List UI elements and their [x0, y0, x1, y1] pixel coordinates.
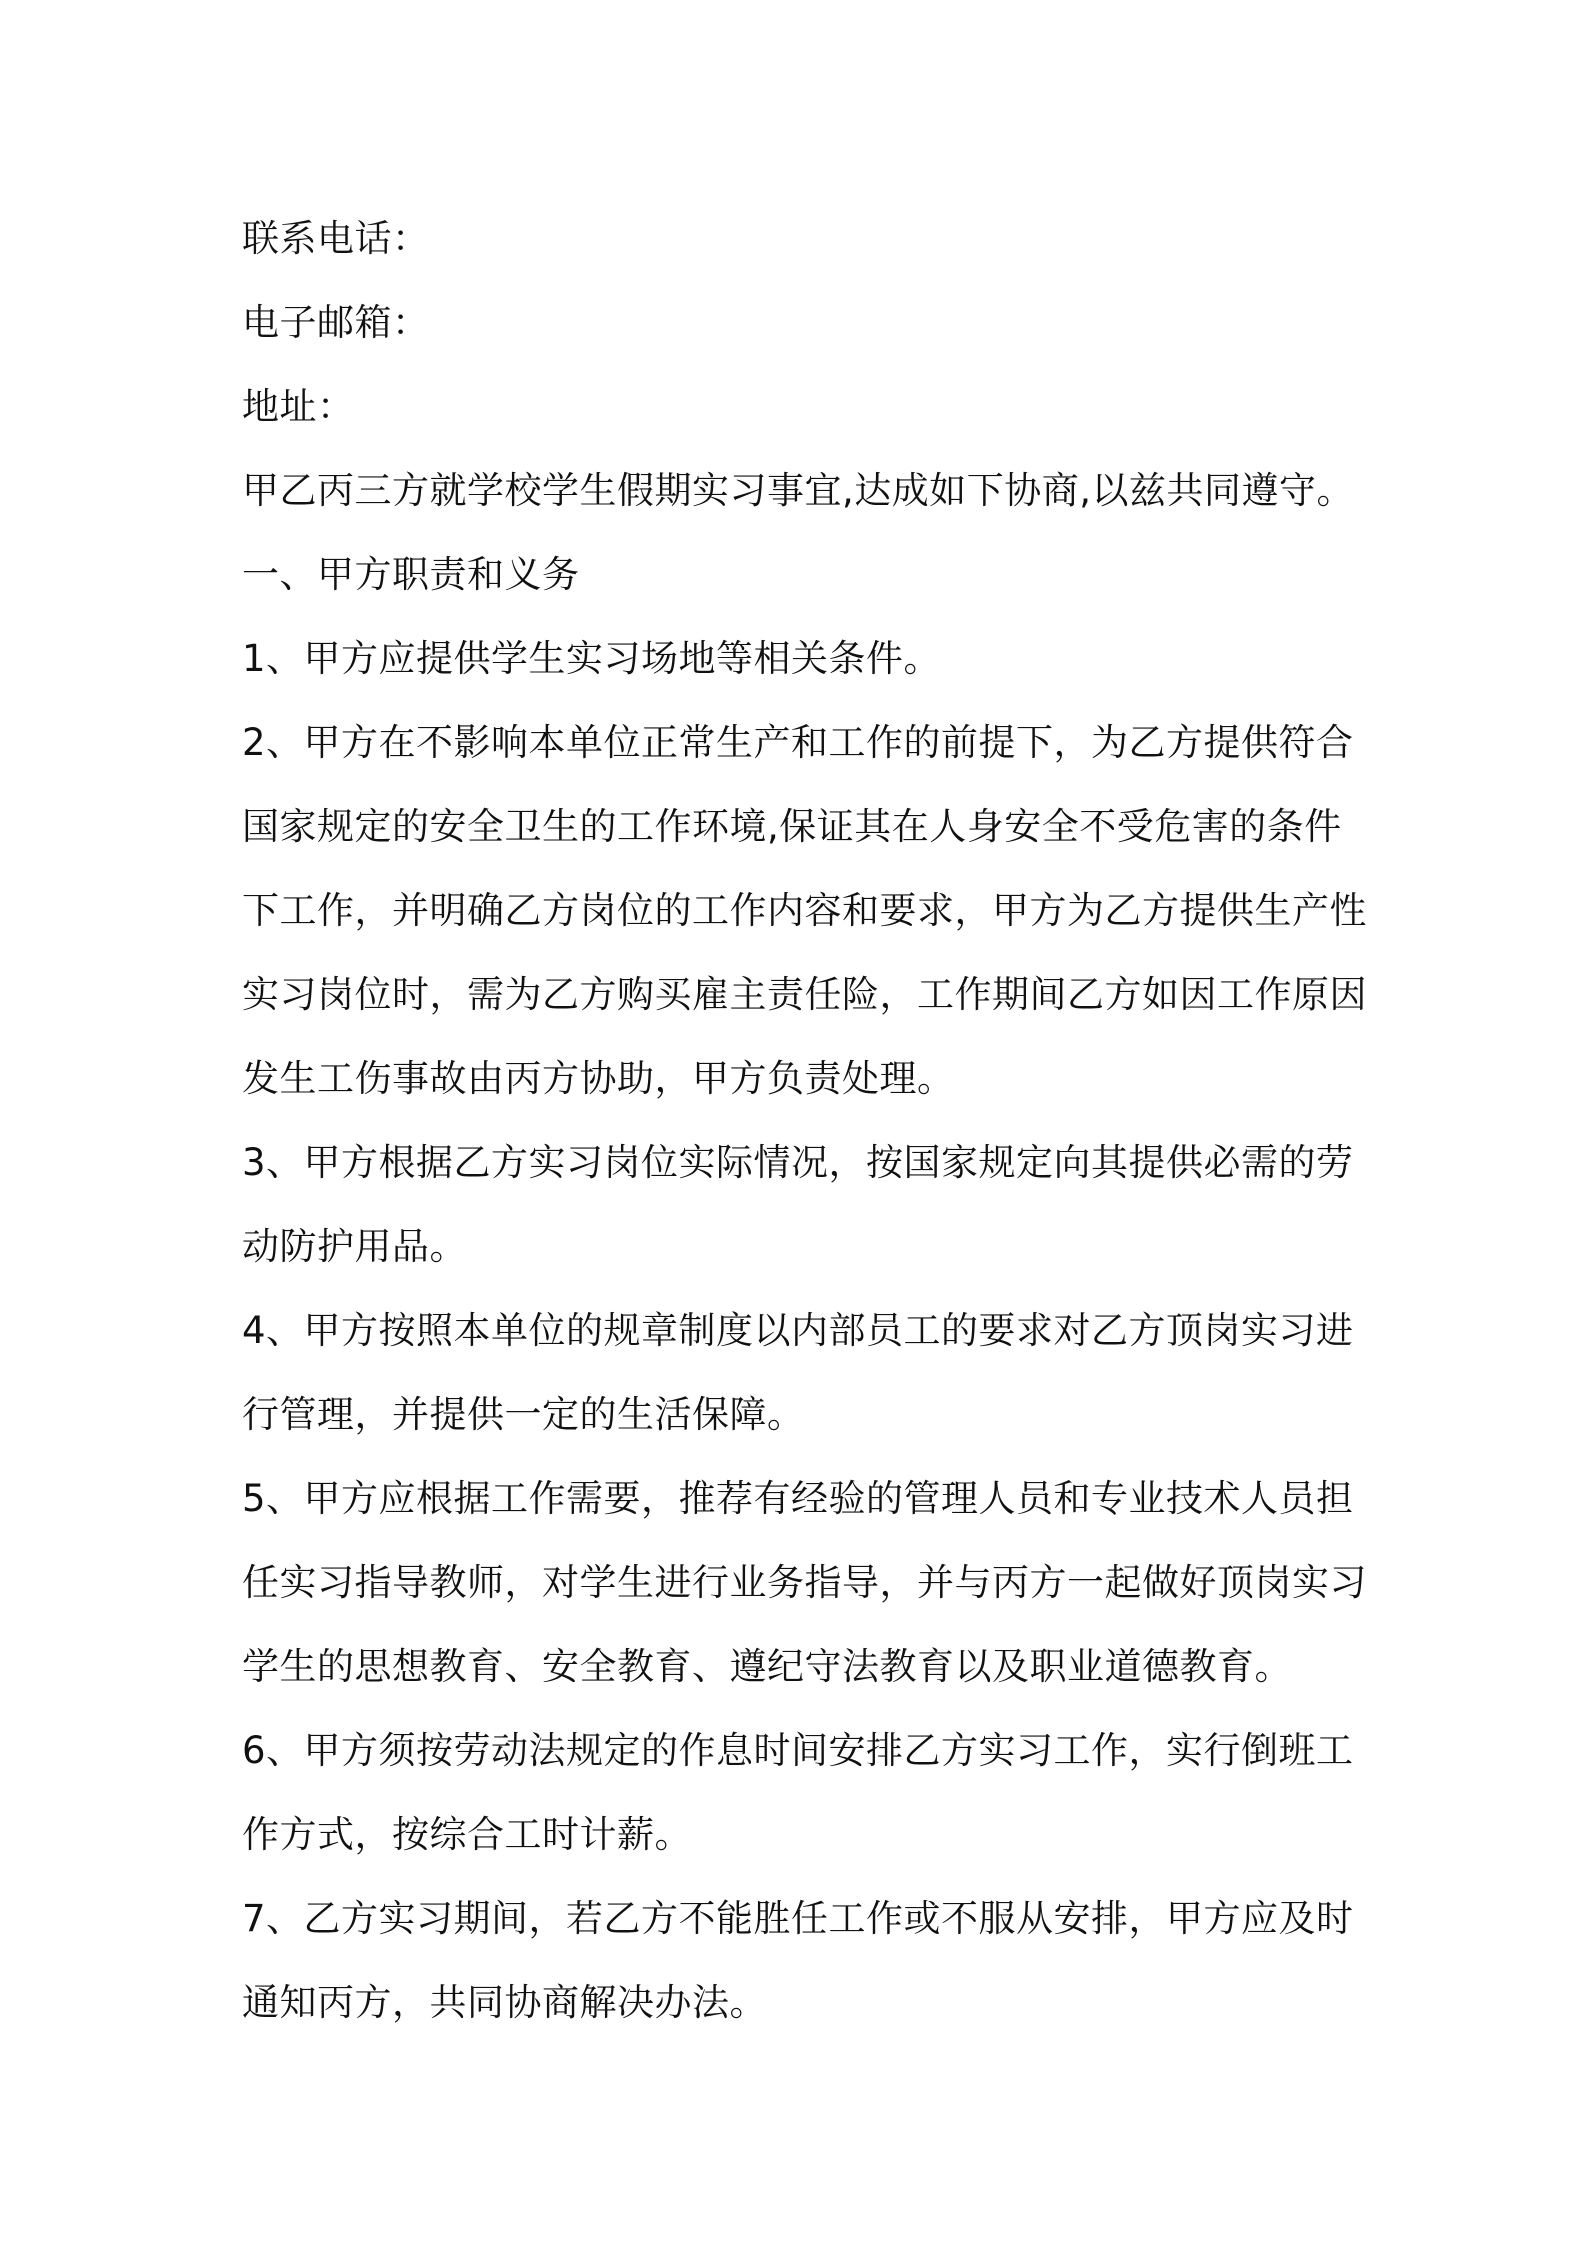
clause-line: 实习岗位时，需为乙方购买雇主责任险，工作期间乙方如因工作原因	[242, 973, 1367, 1016]
clause-line: 作方式，按综合工时计薪。	[242, 1813, 692, 1856]
clause-line: 6、甲方须按劳动法规定的作息时间安排乙方实习工作，实行倒班工	[242, 1729, 1354, 1772]
clause-line: 行管理，并提供一定的生活保障。	[242, 1393, 805, 1436]
clause-line: 任实习指导教师，对学生进行业务指导，并与丙方一起做好顶岗实习	[242, 1561, 1367, 1604]
clause-line: 动防护用品。	[242, 1225, 467, 1268]
clause-line: 3、甲方根据乙方实习岗位实际情况，按国家规定向其提供必需的劳	[242, 1141, 1354, 1184]
clause-line: 发生工伤事故由丙方协助，甲方负责处理。	[242, 1057, 955, 1100]
section-heading: 一、甲方职责和义务	[242, 553, 580, 596]
clause-line: 5、甲方应根据工作需要，推荐有经验的管理人员和专业技术人员担	[242, 1477, 1354, 1520]
agreement-intro: 甲乙丙三方就学校学生假期实习事宜,达成如下协商,以兹共同遵守。	[242, 469, 1355, 512]
document-body	[242, 197, 1367, 2045]
clause-line: 学生的思想教育、安全教育、遵纪守法教育以及职业道德教育。	[242, 1645, 1292, 1688]
clause-line: 国家规定的安全卫生的工作环境,保证其在人身安全不受危害的条件	[242, 805, 1342, 848]
clause-line: 下工作，并明确乙方岗位的工作内容和要求，甲方为乙方提供生产性	[242, 889, 1367, 932]
clause-line: 2、甲方在不影响本单位正常生产和工作的前提下，为乙方提供符合	[242, 721, 1354, 764]
contact-address-label: 地址：	[242, 385, 355, 428]
clause-line: 1、甲方应提供学生实习场地等相关条件。	[242, 637, 942, 680]
clause-line: 4、甲方按照本单位的规章制度以内部员工的要求对乙方顶岗实习进	[242, 1309, 1354, 1352]
clause-line: 通知丙方，共同协商解决办法。	[242, 1981, 767, 2024]
clause-line: 7、乙方实习期间，若乙方不能胜任工作或不服从安排，甲方应及时	[242, 1897, 1354, 1940]
contact-email-label: 电子邮箱：	[242, 301, 430, 344]
contact-phone-label: 联系电话：	[242, 217, 430, 260]
